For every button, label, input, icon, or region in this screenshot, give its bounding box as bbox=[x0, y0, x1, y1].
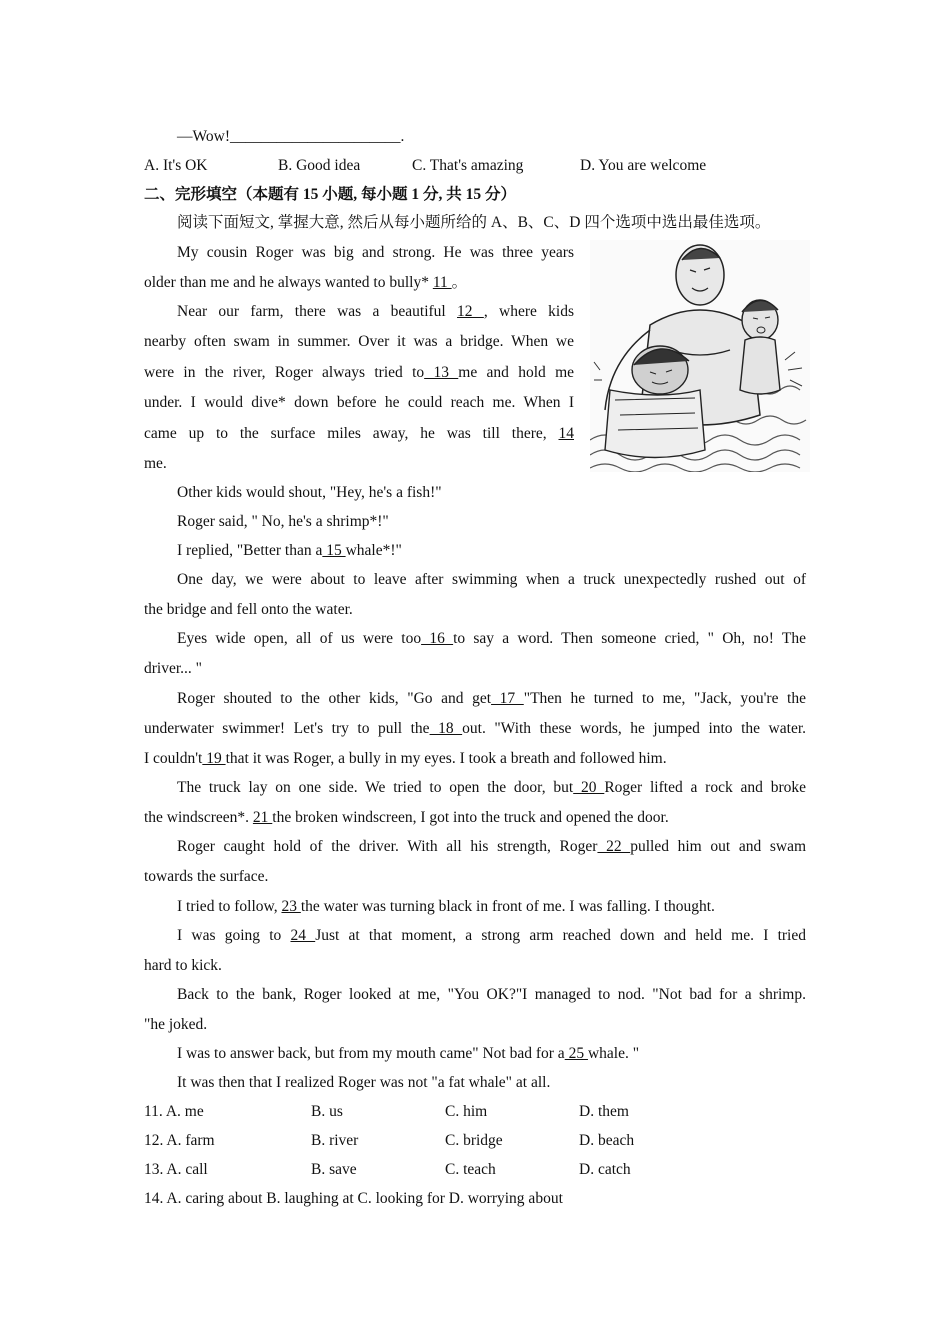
passage-line: the windscreen*. 21 the broken windscreen, I got into the truck and opened the door. bbox=[144, 809, 669, 826]
passage-line: Roger said, " No, he's a shrimp*!" bbox=[177, 513, 389, 530]
section-heading: 二、完形填空（本题有 15 小题, 每小题 1 分, 共 15 分） bbox=[144, 186, 517, 203]
question-option[interactable]: D. catch bbox=[579, 1161, 631, 1178]
question-option[interactable]: 12. A. farm bbox=[144, 1132, 215, 1149]
q10-option-d[interactable]: D. You are welcome bbox=[580, 157, 707, 174]
passage-line: under. I would dive* down before he could reach me. When I bbox=[144, 394, 574, 411]
question-option[interactable]: C. bridge bbox=[445, 1132, 503, 1149]
q10-dialog-line: —Wow!______________________. bbox=[177, 128, 405, 145]
blank-17[interactable]: 17 bbox=[491, 690, 524, 707]
blank-24[interactable]: 24 bbox=[290, 927, 316, 944]
passage-line: older than me and he always wanted to bully* 11 。 bbox=[144, 274, 468, 291]
passage-line: driver... " bbox=[144, 660, 202, 677]
passage-line: It was then that I realized Roger was not "a fat whale" at all. bbox=[177, 1074, 551, 1091]
blank-19[interactable]: 19 bbox=[202, 750, 226, 767]
blank-11[interactable]: 11 bbox=[432, 274, 452, 291]
passage-line: One day, we were about to leave after swimming when a truck unexpectedly rushed out of bbox=[177, 571, 806, 588]
passage-line: Roger shouted to the other kids, "Go and get 17 "Then he turned to me, "Jack, you're the bbox=[177, 690, 806, 707]
blank-12[interactable]: 12 bbox=[457, 303, 484, 320]
blank-18[interactable]: 18 bbox=[429, 720, 463, 737]
passage-line: came up to the surface miles away, he was till there, 14 bbox=[144, 425, 574, 442]
question-row-14: 14. A. caring about B. laughing at C. looking for D. worrying about bbox=[144, 1190, 563, 1207]
question-option[interactable]: C. him bbox=[445, 1103, 488, 1120]
passage-line: The truck lay on one side. We tried to open the door, but 20 Roger lifted a rock and broke bbox=[177, 779, 806, 796]
passage-line: me. bbox=[144, 455, 167, 472]
passage-line: hard to kick. bbox=[144, 957, 222, 974]
question-row bbox=[144, 1160, 631, 1180]
question-option[interactable]: B. river bbox=[311, 1132, 359, 1149]
passage-line: underwater swimmer! Let's try to pull the 18 out. "With these words, he jumped into the water. bbox=[144, 720, 807, 737]
question-row bbox=[144, 1131, 634, 1151]
question-row bbox=[144, 1102, 629, 1122]
blank-13[interactable]: 13 bbox=[424, 364, 459, 381]
blank-23[interactable]: 23 bbox=[281, 898, 301, 915]
passage-line: My cousin Roger was big and strong. He was three years bbox=[177, 244, 574, 261]
passage-line: Eyes wide open, all of us were too 16 to say a word. Then someone cried, " Oh, no! The bbox=[177, 630, 807, 647]
blank-16[interactable]: 16 bbox=[421, 630, 454, 647]
passage-line: Other kids would shout, "Hey, he's a fish!" bbox=[177, 484, 442, 501]
passage-line: "he joked. bbox=[144, 1016, 208, 1033]
passage-line: I tried to follow, 23 the water was turning black in front of me. I was falling. I thought. bbox=[177, 898, 715, 915]
passage-line: the bridge and fell onto the water. bbox=[144, 601, 353, 618]
blank-15[interactable]: 15 bbox=[322, 542, 346, 559]
passage-line: were in the river, Roger always tried to 13 me and hold me bbox=[144, 364, 575, 381]
q10-option-c[interactable]: C. That's amazing bbox=[412, 157, 524, 174]
passage-line: nearby often swam in summer. Over it was a bridge. When we bbox=[144, 333, 574, 350]
q10-options bbox=[144, 156, 706, 176]
question-option[interactable]: D. beach bbox=[579, 1132, 635, 1149]
question-option[interactable]: B. us bbox=[311, 1103, 343, 1120]
section-instruction: 阅读下面短文, 掌握大意, 然后从每小题所给的 A、B、C、D 四个选项中选出最佳选项。 bbox=[177, 214, 771, 231]
passage-line: Roger caught hold of the driver. With all his strength, Roger 22 pulled him out and swam bbox=[177, 838, 807, 855]
question-option[interactable]: 11. A. me bbox=[144, 1103, 204, 1120]
passage-line: I couldn't 19 that it was Roger, a bully in my eyes. I took a breath and followed him. bbox=[144, 750, 667, 767]
passage-line: Back to the bank, Roger looked at me, "You OK?"I managed to nod. "Not bad for a shrimp. bbox=[177, 986, 806, 1003]
passage-line: Near our farm, there was a beautiful 12 , where kids bbox=[177, 303, 574, 320]
q10-option-b[interactable]: B. Good idea bbox=[278, 157, 361, 174]
question-option[interactable]: D. them bbox=[579, 1103, 629, 1120]
blank-21[interactable]: 21 bbox=[252, 809, 273, 826]
rescue-illustration bbox=[590, 240, 810, 472]
passage-line: I replied, "Better than a 15 whale*!" bbox=[177, 542, 402, 559]
blank-22[interactable]: 22 bbox=[597, 838, 631, 855]
question-option[interactable]: B. save bbox=[311, 1161, 357, 1178]
blank-14[interactable]: 14 bbox=[558, 425, 574, 442]
passage-line: I was going to 24 Just at that moment, a strong arm reached down and held me. I tried bbox=[177, 927, 806, 944]
q10-option-a[interactable]: A. It's OK bbox=[144, 157, 208, 174]
question-option[interactable]: C. teach bbox=[445, 1161, 496, 1178]
passage-line: I was to answer back, but from my mouth came" Not bad for a 25 whale. " bbox=[177, 1045, 640, 1062]
passage-line: towards the surface. bbox=[144, 868, 269, 885]
blank-20[interactable]: 20 bbox=[573, 779, 605, 796]
blank-25[interactable]: 25 bbox=[564, 1045, 588, 1062]
question-option[interactable]: 13. A. call bbox=[144, 1161, 208, 1178]
